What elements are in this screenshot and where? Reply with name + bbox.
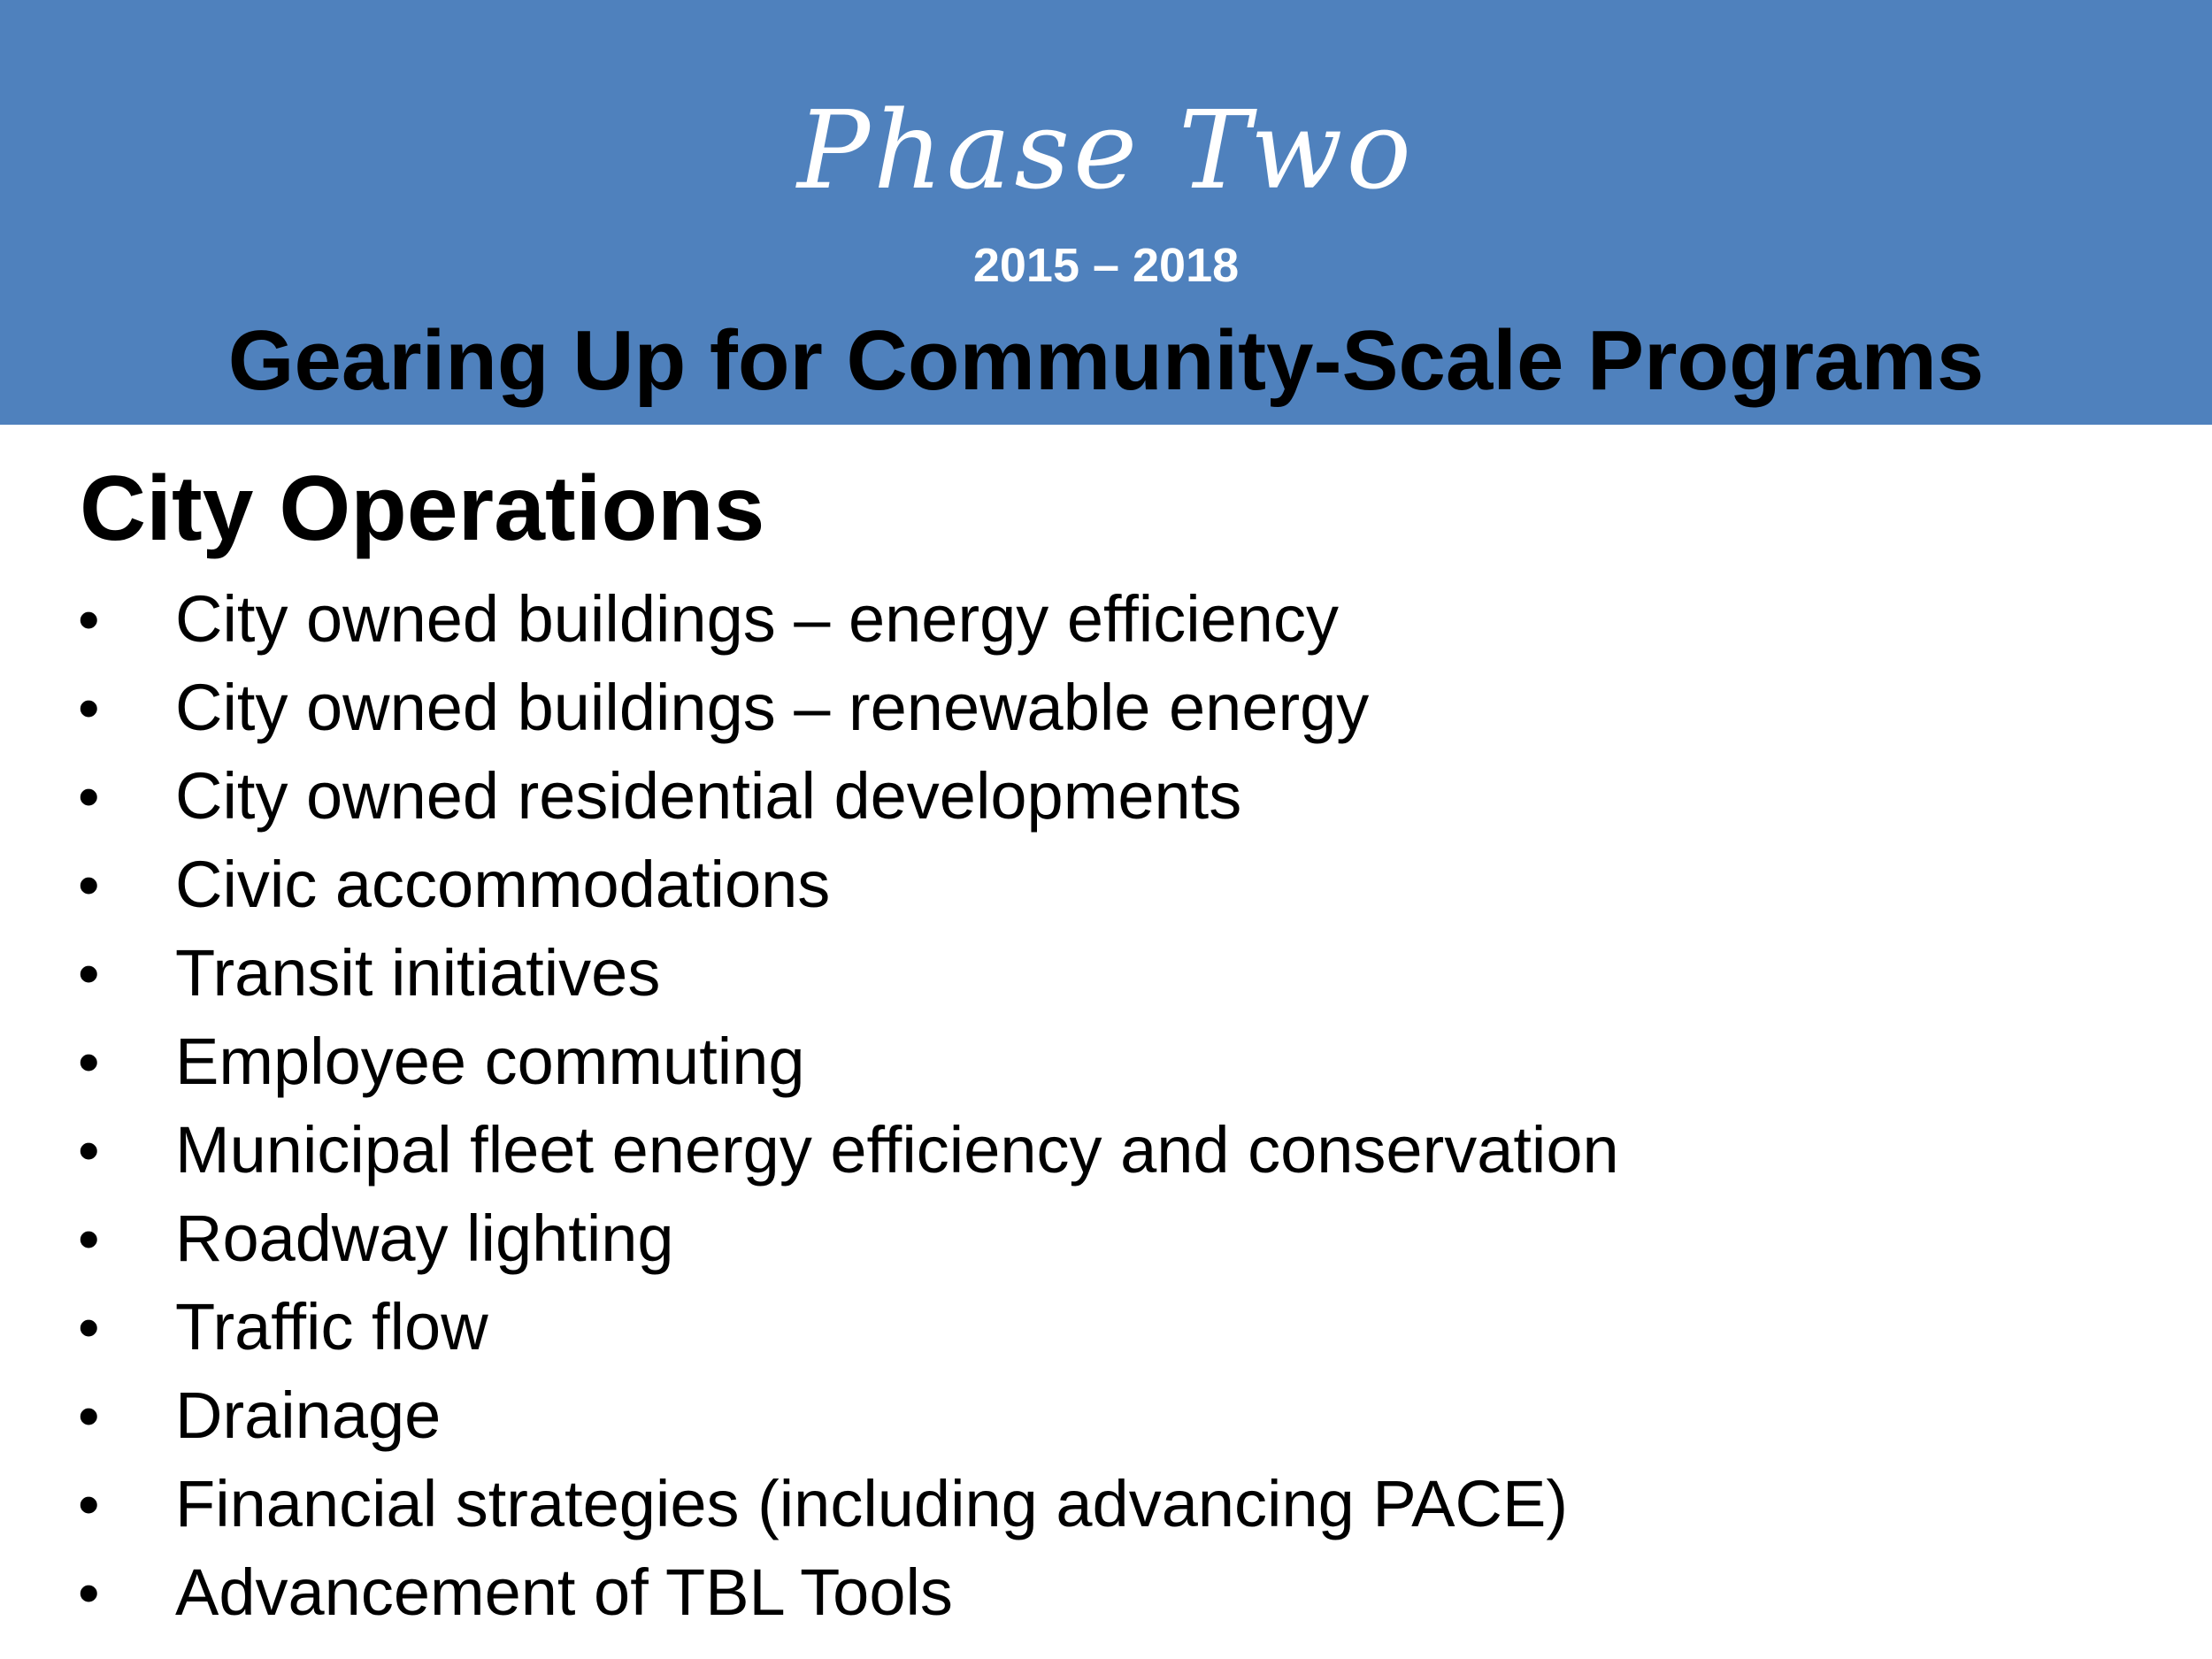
list-item-text: Employee commuting	[175, 1025, 805, 1098]
list-item-text: Advancement of TBL Tools	[175, 1555, 953, 1629]
list-item-text: Transit initiatives	[175, 936, 661, 1010]
bullet-icon: •	[78, 939, 100, 1008]
header-band	[0, 0, 2212, 425]
list-item-text: Roadway lighting	[175, 1202, 674, 1275]
list-item-text: City owned residential developments	[175, 759, 1242, 833]
bullet-icon: •	[78, 1204, 100, 1273]
bullet-icon: •	[78, 1470, 100, 1539]
bullet-icon: •	[78, 1293, 100, 1362]
list-item-text: Civic accommodations	[175, 848, 831, 921]
list-item-text: Traffic flow	[175, 1290, 488, 1363]
bullet-icon: •	[78, 1116, 100, 1185]
bullet-icon: •	[78, 1558, 100, 1627]
bullet-icon: •	[78, 585, 100, 654]
list-item-text: City owned buildings – renewable energy	[175, 671, 1370, 744]
section-title: City Operations	[80, 457, 765, 560]
bullet-icon: •	[78, 850, 100, 919]
band-heading: Gearing Up for Community-Scale Programs	[227, 313, 1985, 408]
list-item-text: Municipal fleet energy efficiency and conservation	[175, 1113, 1619, 1187]
list-item-text: Drainage	[175, 1379, 442, 1452]
list-item-text: Financial strategies (including advancing PACE)	[175, 1467, 1568, 1540]
bullet-icon: •	[78, 1027, 100, 1096]
bullet-icon: •	[78, 673, 100, 742]
year-range: 2015 – 2018	[972, 239, 1240, 292]
list-item-text: City owned buildings – energy efficiency	[175, 582, 1339, 656]
phase-title: Phase Two	[797, 88, 1415, 213]
bullet-icon: •	[78, 1381, 100, 1450]
bullet-icon: •	[78, 762, 100, 831]
